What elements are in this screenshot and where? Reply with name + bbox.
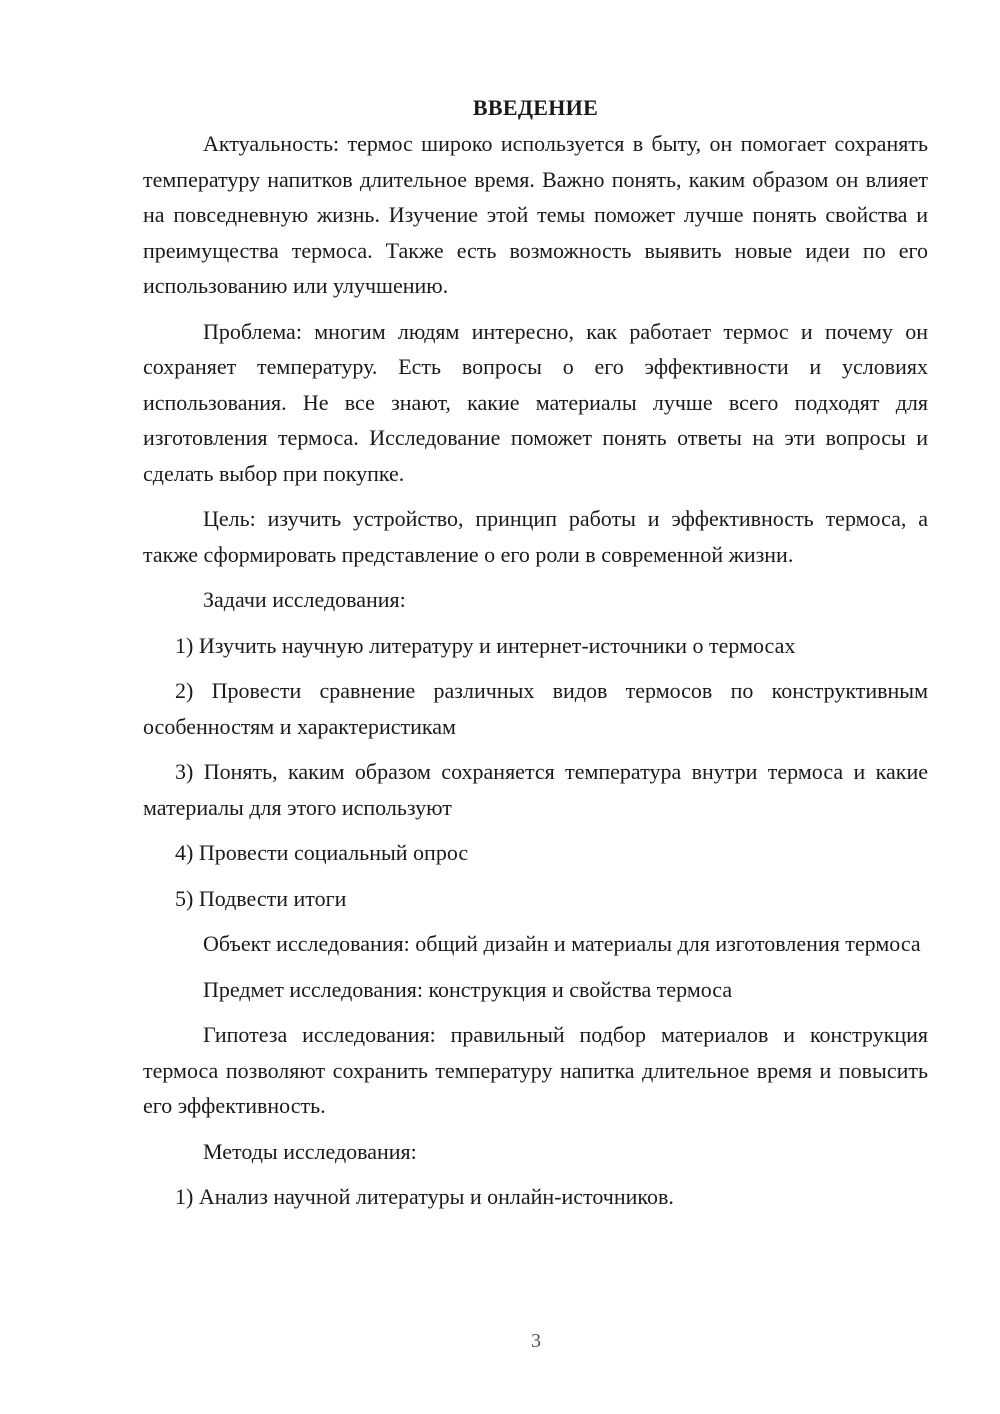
- object-paragraph: Объект исследования: общий дизайн и материалы для изготовления термоса: [203, 931, 921, 956]
- methods-heading: Методы исследования:: [203, 1138, 417, 1164]
- task-item: 4) Провести социальный опрос: [175, 840, 469, 865]
- task-item: 3) Понять, каким образом сохраняется температура внутри термоса и какие материалы для этого используют: [143, 759, 928, 820]
- tasks-heading: Задачи исследования:: [203, 587, 406, 612]
- method-item: 1) Анализ научной литературы и онлайн-источников.: [175, 1184, 674, 1209]
- section-title: ВВЕДЕНИЕ: [472, 95, 599, 120]
- task-item: 5) Подвести итоги: [175, 885, 347, 911]
- page-number: 3: [531, 1330, 541, 1352]
- problem-paragraph: Проблема: многим людям интересно, как работает термос и почему он сохраняет температуру. Есть вопросы о его эффективности и условиях использования. Не все знают, какие материалы лучше всего подходят для изготовления термоса. Исследование поможет понять ответы на эти вопросы и сделать выбор при покупке.: [143, 318, 928, 486]
- task-item: 1) Изучить научную литературу и интернет-источники о термосах: [175, 632, 796, 658]
- subject-paragraph: Предмет исследования: конструкция и свойства термоса: [203, 976, 733, 1002]
- task-item: 2) Провести сравнение различных видов термосов по конструктивным особенностям и характеристикам: [143, 678, 928, 739]
- document-page: [143, 90, 928, 1225]
- relevance-paragraph: Актуальность: термос широко используется в быту, он помогает сохранять температуру напитков длительное время. Важно понять, каким образом он влияет на повседневную жизнь. Изучение этой темы поможет лучше понять свойства и преимущества термоса. Также есть возможность выявить новые идеи по его использованию или улучшению.: [143, 131, 928, 298]
- goal-paragraph: Цель: изучить устройство, принцип работы и эффективность термоса, а также сформировать представление о его роли в современной жизни.: [143, 506, 928, 567]
- hypothesis-paragraph: Гипотеза исследования: правильный подбор материалов и конструкция термоса позволяют сохранить температуру напитка длительное время и повысить его эффективность.: [143, 1022, 928, 1118]
